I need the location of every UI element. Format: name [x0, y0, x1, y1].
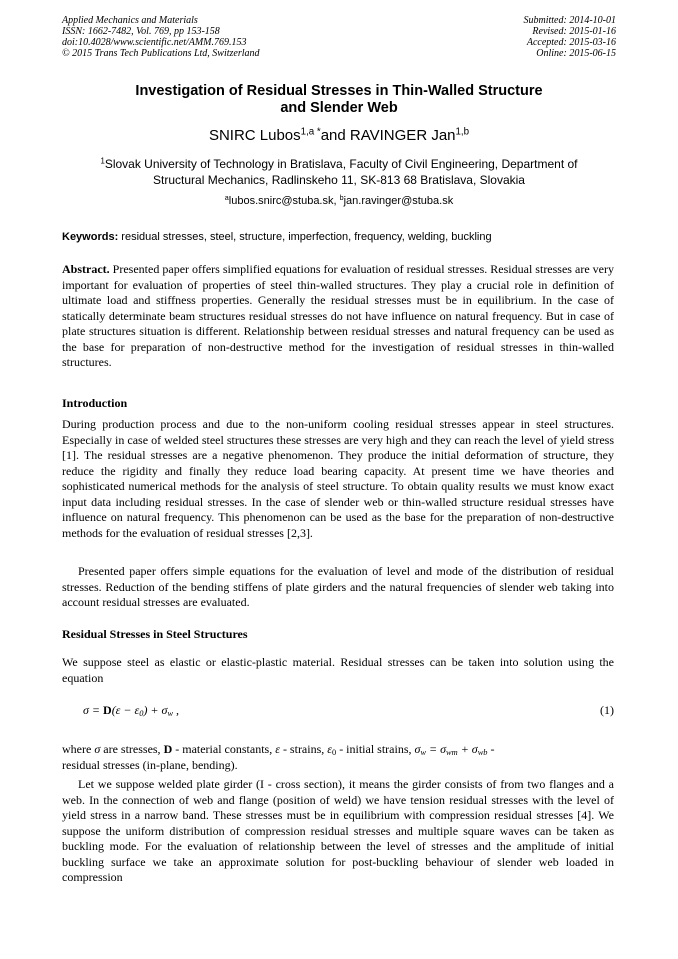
title-line-1: Investigation of Residual Stresses in Thin-Walled Structure [135, 83, 543, 99]
journal-name: Applied Mechanics and Materials [62, 15, 198, 26]
email-a-marker: a [224, 194, 229, 203]
author-1: SNIRC Lubos [208, 127, 301, 144]
journal-header-left [62, 15, 260, 59]
abstract-label: Abstract. [62, 262, 110, 276]
email-a[interactable]: lubos.snirc@stuba.sk, [228, 195, 340, 207]
section-heading-introduction: Introduction [62, 396, 128, 410]
journal-issn: ISSN: 1662-7482, Vol. 769, pp 153-158 [62, 26, 220, 37]
abstract [62, 262, 614, 371]
where-clause-line-2: residual stresses (in-plane, bending). [62, 757, 238, 772]
authors [62, 127, 616, 145]
where-clause: where σ are stresses, D - material constants, ε - strains, $\varepsilon_0$ - initial strains, $\sigma_w = \sigma_{wm} + \sigma_{wb}$ - residual stresses (in-plane, bending). [62, 742, 614, 773]
affil-line-1: Slovak University of Technology in Bratislava, Faculty of Civil Engineering, Department of [104, 157, 578, 171]
section2-paragraph-2: Let we suppose welded plate girder (I - cross section), it means the girder consists of from two flanges and a web. In the connection of web and flange (position of weld) we have tension residual stresses with the level of yield stress in a narrow band. These stresses must be in equilibrium with compression residual stresses [4]. We suppose the uniform distribution of compression residual stresses and multiple square waves can be taken as buckling mode. For the evaluation of relationship between the level of stresses and the amplitude of initial buckling surface we take an approximate solution for post-buckling behaviour of slender web loaded in compression [62, 777, 614, 884]
author-2: and RAVINGER Jan [320, 127, 456, 144]
intro-paragraph-1: During production process and due to the non-uniform cooling residual stresses appear in steel structures. Especially in case of welded steel structures these stresses are very high and they can reach the level of yield stress [1]. The residual stresses are a negative phenomenon. They produce the initial deformation of structure, they reduce the rigidity and finally they reduce load bearing capacity. At present time we have theories and sophisticated numerical methods for the analysis of steel structure. To obtain quality results we must know exact input data including residual stresses. In the case of slender web or thin-walled structure residual stresses have influence on natural frequency. This phenomenon can be used as the base for the preparation of non-destructive methods for the evaluation of residual stresses [2,3]. [62, 417, 614, 540]
keywords-label: Keywords: [62, 231, 119, 243]
email-b-marker: b [339, 194, 344, 203]
author-1-affil: 1,a * [300, 126, 321, 138]
affil-line-2: Structural Mechanics, Radlinskeho 11, SK-813 68 Bratislava, Slovakia [153, 173, 525, 187]
accepted-date: Accepted: 2015-03-16 [526, 37, 616, 48]
emails [62, 194, 616, 208]
paper-title [62, 83, 616, 117]
section-heading-residual-stresses: Residual Stresses in Steel Structures [62, 627, 248, 641]
equation-1: $\sigma = D(\varepsilon - \varepsilon_0) + \sigma_w$ , [83, 703, 180, 719]
submitted-date: Submitted: 2014-10-01 [523, 15, 616, 26]
intro-paragraph-2: Presented paper offers simple equations for the evaluation of level and mode of the distribution of residual stresses. Reduction of the bending stiffens of plate girders and the natural frequencies of slender web taking into account residual stresses are evaluated. [62, 564, 614, 609]
author-2-affil: 1,b [455, 126, 470, 138]
journal-header-right [524, 15, 617, 59]
keywords-list: residual stresses, steel, structure, imperfection, frequency, welding, buckling [118, 231, 492, 243]
equation-1-number: (1) [600, 703, 614, 717]
title-line-2: and Slender Web [280, 100, 398, 116]
email-b[interactable]: jan.ravinger@stuba.sk [343, 195, 454, 207]
affil-marker: 1 [100, 156, 105, 166]
revised-date: Revised: 2015-01-16 [532, 26, 616, 37]
section2-paragraph-1: We suppose steel as elastic or elastic-plastic material. Residual stresses can be taken into solution using the equation [62, 655, 614, 685]
journal-doi: doi:10.4028/www.scientific.net/AMM.769.153 [62, 37, 247, 48]
online-date: Online: 2015-06-15 [536, 48, 616, 59]
journal-copyright: © 2015 Trans Tech Publications Ltd, Switzerland [62, 48, 260, 59]
keywords [62, 230, 616, 244]
affiliation [62, 156, 616, 188]
abstract-text: Presented paper offers simplified equations for evaluation of residual stresses. Residual stresses are very important for evaluation of properties of steel thin-walled structures. They play a crucial role in definition of ultimate load and stiffness properties. Generally the residual stresses must be in equilibrium. In the case of statically determinate beam structures residual stresses do not have influence on natural frequency. But in case of plate structures situation is different. Relationship between residual stresses and natural frequency can be used as the base for preparation of non-destructive method for the investigation of residual stresses in thin-walled structures. [62, 262, 614, 369]
